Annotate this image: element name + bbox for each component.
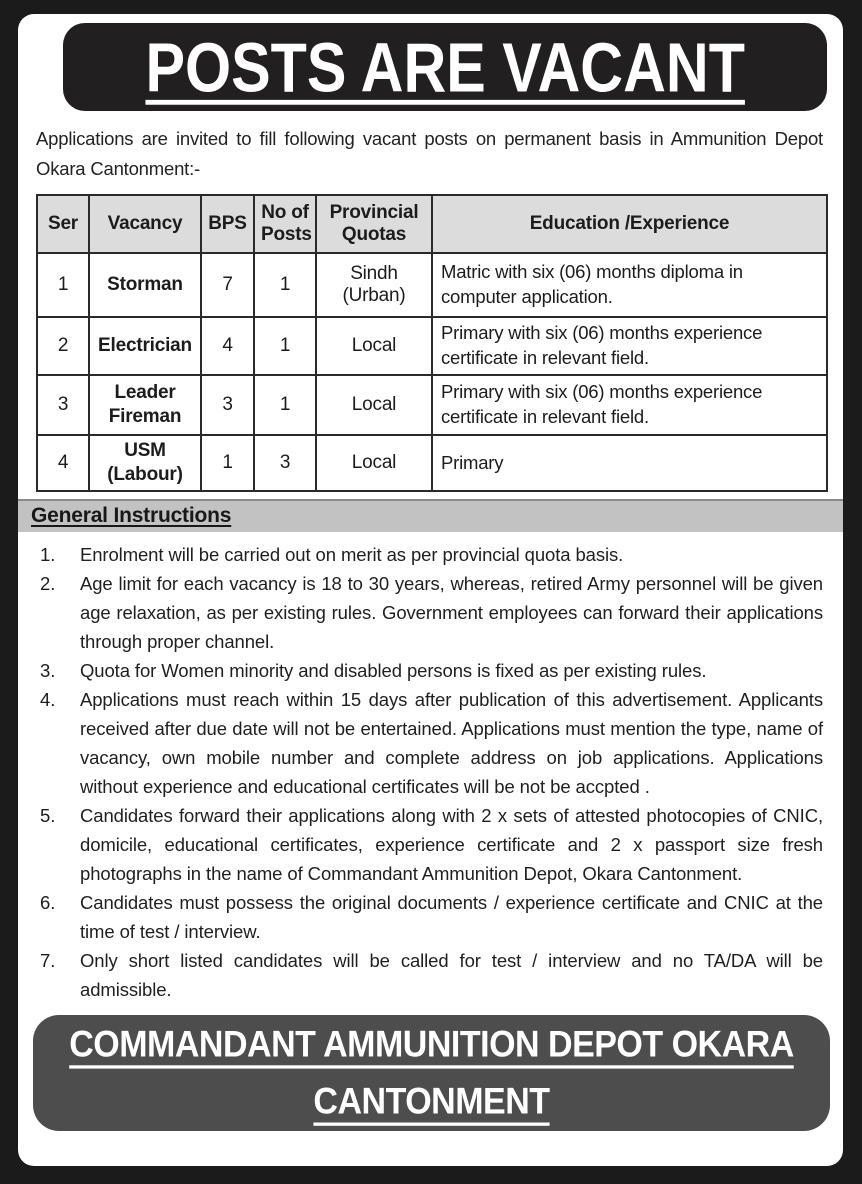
- list-item: [40, 888, 823, 946]
- cell-quota: Sindh (Urban): [316, 253, 432, 317]
- footer-banner: [33, 1015, 830, 1131]
- cell-quota: Local: [316, 317, 432, 375]
- cell-bps: 3: [201, 375, 254, 435]
- list-item-number: 2.: [40, 573, 56, 594]
- cell-vacancy: Electrician: [89, 317, 201, 375]
- instructions-list: [18, 532, 843, 1004]
- list-item-text: Candidates must possess the original documents / experience certificate and CNIC at the time of test / interview.: [80, 892, 823, 942]
- cell-education: Primary with six (06) months experience certificate in relevant field.: [432, 375, 827, 435]
- list-item: [40, 569, 823, 656]
- col-header-ser: Ser: [37, 195, 89, 253]
- cell-ser: 4: [37, 435, 89, 491]
- cell-posts: 1: [254, 375, 316, 435]
- table-row: [37, 375, 827, 435]
- list-item-number: 4.: [40, 689, 56, 710]
- table-row: [37, 317, 827, 375]
- list-item-text: Enrolment will be carried out on merit as per provincial quota basis.: [80, 544, 624, 565]
- list-item-number: 3.: [40, 660, 56, 681]
- cell-posts: 1: [254, 317, 316, 375]
- cell-vacancy: USM (Labour): [89, 435, 201, 491]
- cell-ser: 1: [37, 253, 89, 317]
- intro-paragraph: Applications are invited to fill following vacant posts on permanent basis in Ammunition Depot Okara Cantonment:-: [36, 128, 823, 179]
- vacancy-table: [36, 194, 828, 492]
- instructions-header-bar: [18, 499, 843, 532]
- cell-education: Primary with six (06) months experience certificate in relevant field.: [432, 317, 827, 375]
- instructions-heading: General Instructions: [31, 504, 232, 527]
- table-header-row: [37, 195, 827, 253]
- col-header-education-experience: Education /Experience: [432, 195, 827, 253]
- cell-bps: 1: [201, 435, 254, 491]
- cell-ser: 3: [37, 375, 89, 435]
- table-row: [37, 435, 827, 491]
- list-item-number: 7.: [40, 950, 56, 971]
- cell-vacancy: Leader Fireman: [89, 375, 201, 435]
- list-item-number: 6.: [40, 892, 56, 913]
- list-item: [40, 801, 823, 888]
- list-item-text: Quota for Women minority and disabled persons is fixed as per existing rules.: [80, 660, 707, 681]
- list-item-text: Candidates forward their applications along with 2 x sets of attested photocopies of CNIC, domicile, educational certificates, experience certificate and 2 x passport size fresh photographs in the name of Commandant Ammunition Depot, Okara Cantonment.: [80, 805, 823, 884]
- cell-quota: Local: [316, 435, 432, 491]
- cell-vacancy: Storman: [89, 253, 201, 317]
- col-header-vacancy: Vacancy: [89, 195, 201, 253]
- list-item-number: 5.: [40, 805, 56, 826]
- list-item: [40, 656, 823, 685]
- footer-title: COMMANDANT AMMUNITION DEPOT OKARA CANTONMENT: [69, 1023, 794, 1123]
- table-row: [37, 253, 827, 317]
- list-item-text: Applications must reach within 15 days after publication of this advertisement. Applicants received after due date will not be entertained. Applications must mention the type, name of vacancy, own mobile number and complete address on job applications. Applications without experience and educational certificates will be not be accpted .: [80, 689, 823, 797]
- cell-posts: 3: [254, 435, 316, 491]
- list-item-text: Only short listed candidates will be called for test / interview and no TA/DA will be admissible.: [80, 950, 823, 1000]
- cell-quota: Local: [316, 375, 432, 435]
- cell-education: Matric with six (06) months diploma in computer application.: [432, 253, 827, 317]
- list-item-text: Age limit for each vacancy is 18 to 30 years, whereas, retired Army personnel will be given age relaxation, as per existing rules. Government employees can forward their applications through proper channel.: [80, 573, 823, 652]
- title-banner: [63, 23, 827, 111]
- page-title: POSTS ARE VACANT: [145, 28, 745, 107]
- col-header-bps: BPS: [201, 195, 254, 253]
- list-item: [40, 946, 823, 1004]
- list-item: [40, 540, 823, 569]
- col-header-no-of-posts: No of Posts: [254, 195, 316, 253]
- list-item-number: 1.: [40, 544, 56, 565]
- cell-bps: 4: [201, 317, 254, 375]
- cell-ser: 2: [37, 317, 89, 375]
- cell-education: Primary: [432, 435, 827, 491]
- cell-posts: 1: [254, 253, 316, 317]
- advert-page: [18, 14, 843, 1166]
- cell-bps: 7: [201, 253, 254, 317]
- list-item: [40, 685, 823, 801]
- col-header-provincial-quotas: Provincial Quotas: [316, 195, 432, 253]
